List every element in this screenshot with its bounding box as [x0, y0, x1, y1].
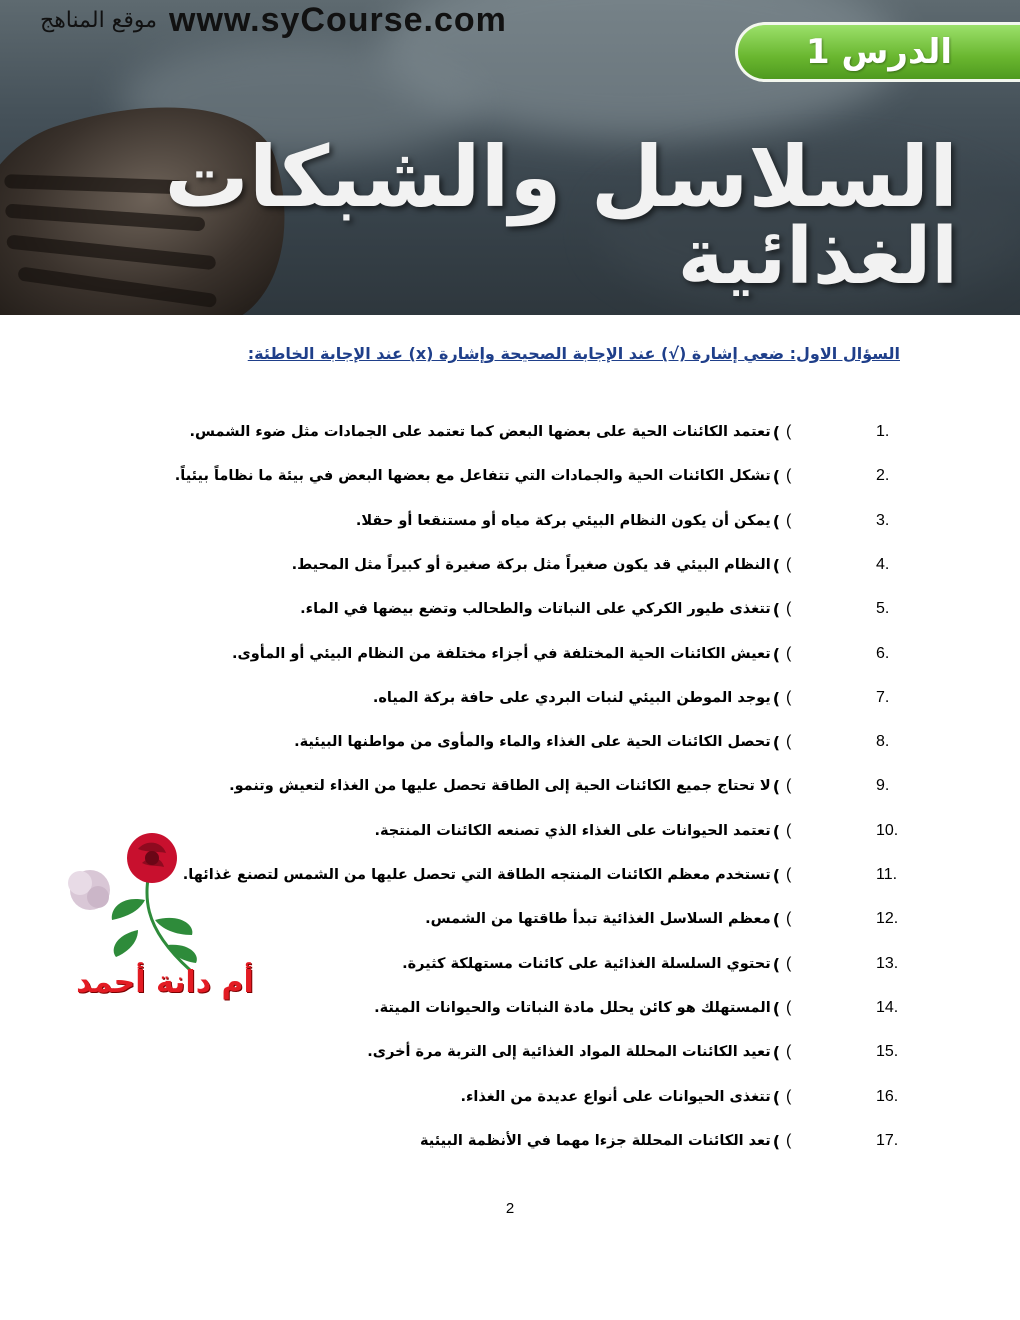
statement-number: 14. [876, 999, 899, 1016]
statement-text: تحتوي السلسلة الغذائية على كائنات مستهلكة كثيرة. [402, 956, 771, 972]
blank-open-paren: ( [786, 423, 792, 440]
blank-open-paren: ( [786, 1043, 792, 1060]
blank-open-paren: ( [786, 689, 792, 706]
answer-blank[interactable] [780, 866, 876, 884]
answer-blank[interactable] [780, 777, 876, 795]
statement-number: 16. [876, 1088, 899, 1105]
statement-text: تحصل الكائنات الحية على الغذاء والماء والمأوى من مواطنها البيئية. [294, 734, 771, 750]
answer-blank[interactable] [780, 556, 876, 574]
statement-text: تشكل الكائنات الحية والجمادات التي تتفاعل مع بعضها البعض في بيئة ما نظاماً بيئياً. [174, 468, 771, 484]
statement-number: 17. [876, 1132, 899, 1149]
statement-item [189, 418, 902, 446]
blank-open-paren: ( [786, 733, 792, 750]
statement-item [292, 551, 902, 579]
statement-text: تعتمد الحيوانات على الغذاء الذي تصنعه الكائنات المنتجة. [374, 823, 771, 839]
blank-open-paren: ( [786, 777, 792, 794]
answer-blank[interactable] [780, 1088, 876, 1106]
statement-item [175, 462, 902, 490]
answer-blank[interactable] [780, 512, 876, 530]
statement-text: يوجد الموطن البيئي لنبات البردي على حافة بركة المياه. [372, 690, 771, 706]
statement-number: 5. [876, 600, 890, 617]
statement-item [373, 684, 902, 712]
answer-blank[interactable] [780, 423, 876, 441]
statement-text: تتغذى طيور الكركي على النباتات والطحالب وتضع بيضها في الماء. [300, 601, 771, 617]
statement-item [300, 595, 902, 623]
answer-blank[interactable] [780, 733, 876, 751]
statement-item [425, 905, 902, 933]
lesson-tab [735, 22, 1020, 82]
answer-blank[interactable] [780, 600, 876, 618]
blank-open-paren: ( [786, 955, 792, 972]
blank-close-paren: ) [772, 776, 780, 796]
statement-number: 2. [876, 467, 890, 484]
statement-item [420, 1127, 902, 1155]
blank-close-paren: ) [772, 644, 780, 664]
page-title-line-2: الغذائية [677, 212, 958, 302]
answer-blank[interactable] [780, 910, 876, 928]
statement-number: 11. [876, 866, 898, 883]
statement-number: 15. [876, 1043, 899, 1060]
lesson-label: الدرس 1 [805, 32, 953, 72]
answer-blank[interactable] [780, 955, 876, 973]
blank-close-paren: ) [772, 954, 780, 974]
answer-blank[interactable] [780, 1043, 876, 1061]
answer-blank[interactable] [780, 689, 876, 707]
blank-open-paren: ( [786, 866, 792, 883]
rose-icon [50, 825, 280, 975]
blank-close-paren: ) [772, 422, 780, 442]
statement-text: تعد الكائنات المحللة جزءا مهما في الأنظمة البيئية [419, 1133, 771, 1149]
statement-text: تستخدم معظم الكائنات المنتجه الطاقة التي تحصل عليها من الشمس لتصنع غذائها. [182, 867, 771, 883]
statement-item [356, 507, 902, 535]
statement-item [183, 861, 902, 889]
blank-open-paren: ( [786, 910, 792, 927]
statement-text: النظام البيئي قد يكون صغيراً مثل بركة صغيرة أو كبيراً مثل المحيط. [291, 557, 771, 573]
blank-open-paren: ( [786, 1088, 792, 1105]
site-watermark [40, 0, 507, 40]
blank-close-paren: ) [772, 555, 780, 575]
signature-block [50, 825, 280, 1010]
statement-number: 9. [876, 777, 890, 794]
statement-text: معظم السلاسل الغذائية تبدأ طاقتها من الشمس. [425, 911, 771, 927]
statement-text: تعتمد الكائنات الحية على بعضها البعض كما تعتمد على الجمادات مثل ضوء الشمس. [189, 424, 771, 440]
blank-close-paren: ) [772, 466, 780, 486]
blank-close-paren: ) [772, 732, 780, 752]
blank-open-paren: ( [786, 467, 792, 484]
blank-close-paren: ) [772, 1087, 780, 1107]
statement-item [367, 1038, 902, 1066]
site-name: موقع المناهج [40, 7, 158, 33]
statement-item [402, 950, 902, 978]
statement-number: 4. [876, 556, 890, 573]
blank-open-paren: ( [786, 1132, 792, 1149]
blank-close-paren: ) [772, 998, 780, 1018]
statement-item [232, 640, 902, 668]
statement-number: 1. [876, 423, 890, 440]
blank-open-paren: ( [786, 822, 792, 839]
statement-item [374, 817, 902, 845]
statement-text: تتغذى الحيوانات على أنواع عديدة من الغذاء. [460, 1089, 771, 1105]
statement-item [374, 994, 902, 1022]
statement-number: 7. [876, 689, 890, 706]
statement-item [460, 1083, 902, 1111]
statement-text: لا تحتاج جميع الكائنات الحية إلى الطاقة تحصل عليها من الغذاء لتعيش وتنمو. [229, 778, 771, 794]
blank-close-paren: ) [772, 688, 780, 708]
page-title-line-1: السلاسل والشبكات [164, 128, 958, 226]
header-banner [0, 0, 1020, 315]
blank-open-paren: ( [786, 645, 792, 662]
signature-text: أم دانة أحمد [76, 965, 254, 1000]
question-heading: السؤال الاول: ضعي إشارة (√) عند الإجابة الصحيحة وإشارة (x) عند الإجابة الخاطئة: [247, 344, 900, 363]
statement-number: 8. [876, 733, 890, 750]
site-url[interactable]: www.syCourse.com [169, 0, 507, 39]
statement-number: 6. [876, 645, 890, 662]
statement-text: يمكن أن يكون النظام البيئي بركة مياه أو مستنقعا أو حقلا. [355, 513, 771, 529]
statement-text: المستهلك هو كائن يحلل مادة النباتات والحيوانات الميتة. [374, 1000, 771, 1016]
statement-number: 10. [876, 822, 899, 839]
blank-open-paren: ( [786, 556, 792, 573]
statement-item [294, 728, 902, 756]
blank-close-paren: ) [772, 599, 780, 619]
blank-close-paren: ) [772, 511, 780, 531]
statement-number: 12. [876, 910, 899, 927]
blank-open-paren: ( [786, 600, 792, 617]
blank-open-paren: ( [786, 999, 792, 1016]
answer-blank[interactable] [780, 822, 876, 840]
statement-number: 3. [876, 512, 890, 529]
statement-number: 13. [876, 955, 899, 972]
blank-close-paren: ) [772, 909, 780, 929]
statement-text: تعيد الكائنات المحللة المواد الغذائية إلى التربة مرة أخرى. [367, 1044, 771, 1060]
blank-close-paren: ) [772, 1131, 780, 1151]
answer-blank[interactable] [780, 1132, 876, 1150]
blank-close-paren: ) [772, 865, 780, 885]
page-number: 2 [505, 1200, 515, 1217]
answer-blank[interactable] [780, 467, 876, 485]
answer-blank[interactable] [780, 999, 876, 1017]
statement-text: تعيش الكائنات الحية المختلفة في أجزاء مختلفة من النظام البيئي أو المأوى. [231, 646, 771, 662]
answer-blank[interactable] [780, 645, 876, 663]
blank-open-paren: ( [786, 512, 792, 529]
blank-close-paren: ) [772, 821, 780, 841]
statement-item [229, 772, 902, 800]
blank-close-paren: ) [772, 1042, 780, 1062]
